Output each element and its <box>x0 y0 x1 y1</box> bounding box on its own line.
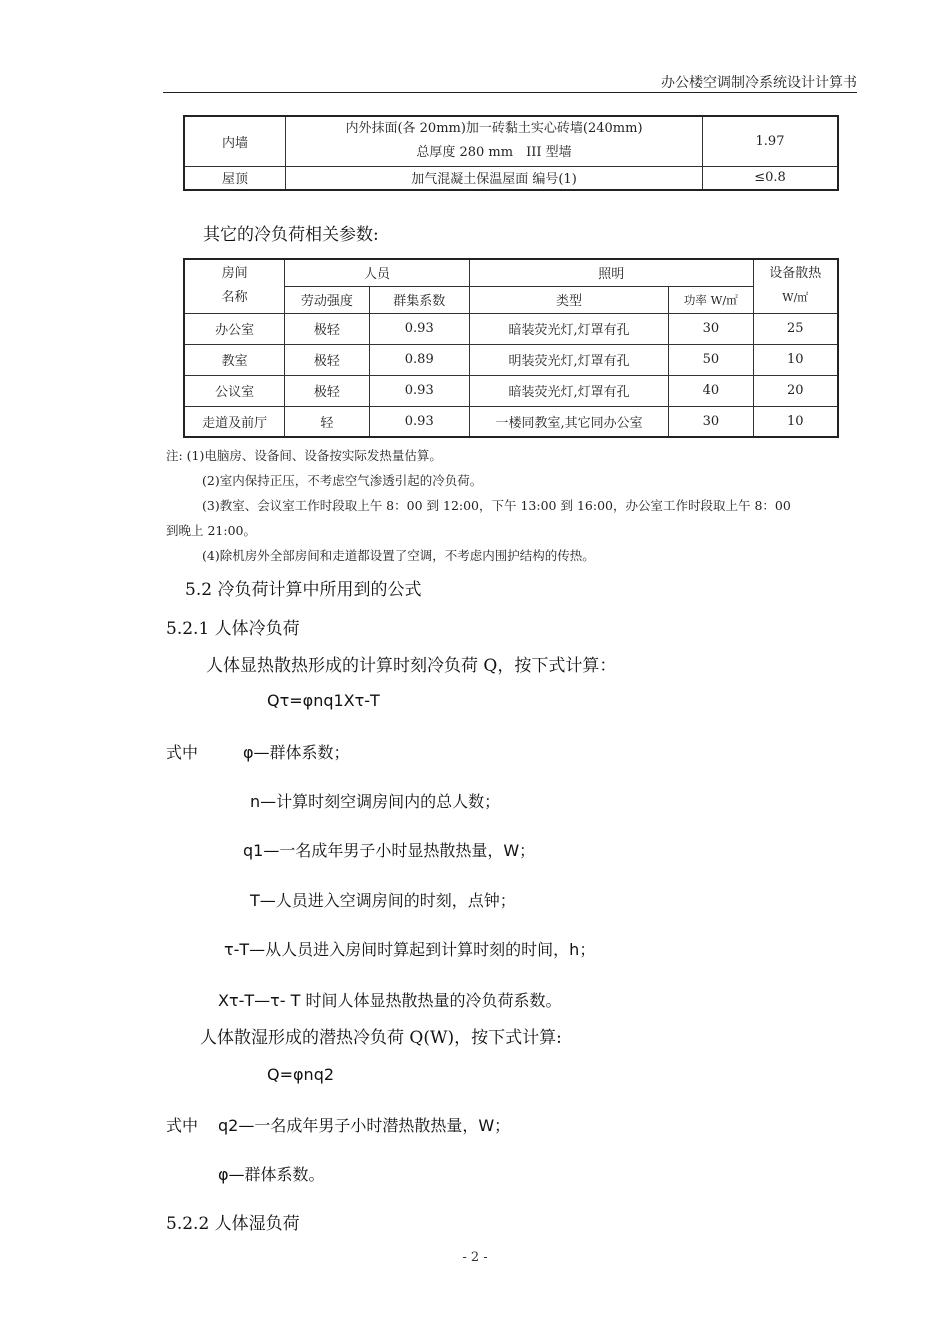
table-cell: 0.93 <box>369 406 469 437</box>
table-cell: 内墙 <box>184 116 286 166</box>
table-header-cell: 劳动强度 <box>285 286 369 313</box>
table-cell: 极轻 <box>285 344 369 375</box>
header-equip-line: 设备散热 <box>769 266 822 282</box>
table-cell: 极轻 <box>285 313 369 344</box>
table-cell: 25 <box>753 313 838 344</box>
variable-q1: q1—一名成年男子小时显热散热量，W； <box>243 841 536 860</box>
other-params-heading: 其它的冷负荷相关参数: <box>203 225 379 245</box>
note-4: (4)除机房外全部房间和走道都设置了空调，不考虑内围护结构的传热。 <box>202 548 595 563</box>
table-cell: 1.97 <box>703 116 839 166</box>
table-row <box>184 166 838 190</box>
header-room-line: 房间 <box>221 266 248 282</box>
table-header-cell: 人员 <box>285 259 470 286</box>
load-params-table <box>183 258 839 438</box>
table-header-cell: 照明 <box>469 259 753 286</box>
variable-phi: φ—群体系数。 <box>218 1165 325 1184</box>
table-header-cell: 群集系数 <box>369 286 469 313</box>
table-cell: 轻 <box>285 406 369 437</box>
table-row <box>184 344 838 375</box>
table-cell: 10 <box>753 406 838 437</box>
table-cell: 屋顶 <box>184 166 286 190</box>
header-equip-line: W/㎡ <box>782 291 809 305</box>
section-heading-5-2-1: 5.2.1 人体冷负荷 <box>166 619 300 639</box>
paragraph-latent: 人体散湿形成的潜热冷负荷 Q(W)，按下式计算: <box>200 1028 562 1048</box>
header-room-line: 名称 <box>221 290 248 306</box>
table-cell: 10 <box>753 344 838 375</box>
table-cell: 一楼同教室,其它同办公室 <box>469 406 668 437</box>
table-cell: 暗装荧光灯,灯罩有孔 <box>469 375 668 406</box>
note-1: 注: (1)电脑房、设备间、设备按实际发热量估算。 <box>166 448 442 463</box>
section-heading-5-2-2: 5.2.2 人体湿负荷 <box>166 1214 300 1234</box>
table-cell: 0.89 <box>369 344 469 375</box>
table-cell: 30 <box>669 406 753 437</box>
table-cell: 明装荧光灯,灯罩有孔 <box>469 344 668 375</box>
paragraph-sensible: 人体显热散热形成的计算时刻冷负荷 Q，按下式计算： <box>206 656 617 676</box>
table-header-cell <box>184 259 285 313</box>
table-header-cell: 功率 W/㎡ <box>669 286 753 313</box>
table-header-cell: 类型 <box>469 286 668 313</box>
variable-x: Xτ-T—τ- T 时间人体显热散热量的冷负荷系数。 <box>218 991 562 1010</box>
variable-t: T—人员进入空调房间的时刻，点钟； <box>250 891 516 910</box>
note-2: (2)室内保持正压，不考虑空气渗透引起的冷负荷。 <box>202 473 483 488</box>
table-row <box>184 313 838 344</box>
table-cell: 暗装荧光灯,灯罩有孔 <box>469 313 668 344</box>
formula-latent: Q=φnq2 <box>267 1065 335 1084</box>
where-label: 式中 <box>166 743 199 762</box>
table-cell: 20 <box>753 375 838 406</box>
table-cell: 走道及前厅 <box>184 406 285 437</box>
table-cell: 公议室 <box>184 375 285 406</box>
section-heading-5-2: 5.2 冷负荷计算中所用到的公式 <box>185 580 422 600</box>
table-row <box>184 406 838 437</box>
header-divider <box>163 92 857 93</box>
wall-desc-line: 总厚度 280 mm III 型墙 <box>416 145 572 161</box>
wall-table <box>183 115 839 191</box>
table-cell: 办公室 <box>184 313 285 344</box>
where-label: 式中 <box>166 1116 199 1135</box>
table-cell: 极轻 <box>285 375 369 406</box>
variable-n: n—计算时刻空调房间内的总人数； <box>250 792 501 811</box>
table-header-row <box>184 259 838 286</box>
document-header-title: 办公楼空调制冷系统设计计算书 <box>661 75 857 91</box>
page-number: - 2 - <box>462 1250 488 1265</box>
table-cell <box>286 116 703 166</box>
table-cell: 0.93 <box>369 313 469 344</box>
table-cell: 50 <box>669 344 753 375</box>
table-cell: 40 <box>669 375 753 406</box>
table-header-cell <box>753 259 838 313</box>
table-row <box>184 116 838 166</box>
variable-q2: q2—一名成年男子小时潜热散热量，W； <box>218 1116 511 1135</box>
wall-desc-line: 内外抹面(各 20mm)加一砖黏土实心砖墙(240mm) <box>345 121 643 137</box>
note-3-continued: 到晚上 21:00。 <box>166 523 256 538</box>
table-cell: 0.93 <box>369 375 469 406</box>
table-row <box>184 375 838 406</box>
table-cell: 30 <box>669 313 753 344</box>
variable-tau-t: τ-T—从人员进入房间时算起到计算时刻的时间，h； <box>224 940 596 959</box>
note-3: (3)教室、会议室工作时段取上午 8：00 到 12:00，下午 13:00 到 16:00，办公室工作时段取上午 8：00 <box>202 498 791 513</box>
table-cell: 加气混凝土保温屋面 编号(1) <box>286 166 703 190</box>
variable-phi: φ—群体系数； <box>243 743 350 762</box>
table-cell: 教室 <box>184 344 285 375</box>
formula-sensible: Qτ=φnq1Xτ-T <box>267 691 380 710</box>
table-cell: ≤0.8 <box>703 166 839 190</box>
